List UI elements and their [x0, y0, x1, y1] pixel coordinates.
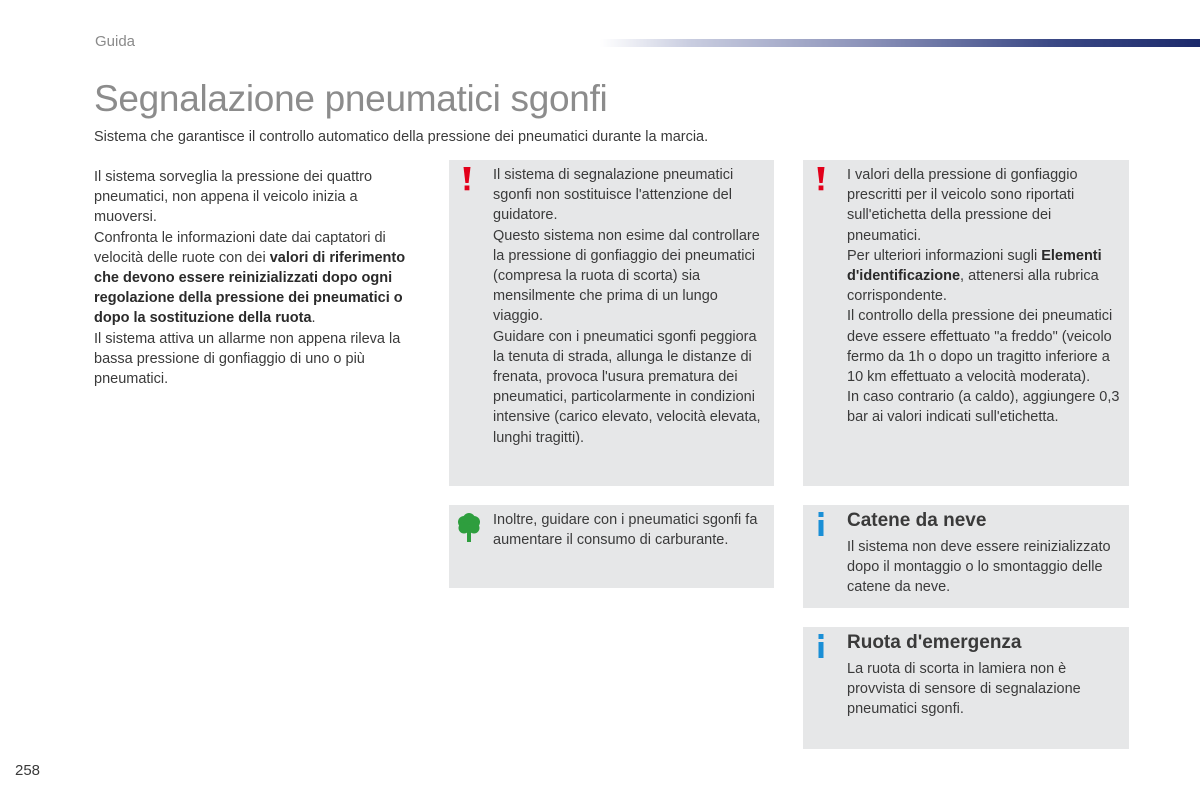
info-box-emergency-wheel: [803, 627, 1129, 749]
warning-box-2-paragraph-2-end: , attenersi alla rubrica corrispondente.: [847, 268, 1099, 305]
warning-box-2-content: [847, 165, 1121, 428]
info-box-1-title: Catene da neve: [847, 510, 987, 531]
page-subtitle: Sistema che garantisce il controllo automatico della pressione dei pneumatici durante la marcia.: [94, 129, 709, 145]
warning-box-pressure-values: [803, 160, 1129, 486]
header-gradient-bar: [600, 39, 1200, 47]
intro-paragraph-1: Il sistema sorveglia la pressione dei quattro pneumatici, non appena il veicolo inizia a muoversi.: [94, 169, 373, 226]
info-box-2-content: [847, 632, 1121, 720]
intro-paragraph-2-text: Confronta le informazioni date dai captatori di velocità delle ruote con dei: [94, 229, 386, 266]
warning-box-1-paragraph-3: Guidare con i pneumatici sgonfi peggiora la tenuta di strada, allunga le distanze di frenata, provoca l'usura prematura dei pneumatici, particolarmente in condizioni intensive (carico elevato, velocità elevata, lunghi tragitti).: [493, 328, 761, 446]
info-box-1-content: [847, 510, 1121, 598]
info-box-2-title: Ruota d'emergenza: [847, 632, 1022, 653]
info-box-1-text: Il sistema non deve essere reinizializzato dopo il montaggio o lo smontaggio delle catene da neve.: [847, 539, 1111, 596]
warning-box-2-paragraph-1: I valori della pressione di gonfiaggio prescritti per il veicolo sono riportati sull'etichetta della pressione dei pneumatici.: [847, 167, 1078, 244]
eco-tree-icon: [457, 513, 481, 543]
intro-paragraph-3: Il sistema attiva un allarme non appena rileva la bassa pressione di gonfiaggio di uno o più pneumatici.: [94, 330, 401, 388]
eco-box-content: [493, 510, 766, 550]
intro-column: [94, 167, 414, 389]
info-icon: [814, 511, 828, 537]
warning-box-2-paragraph-4: In caso contrario (a caldo), aggiungere 0,3 bar ai valori indicati sull'etichetta.: [847, 389, 1120, 426]
warning-icon: [814, 166, 828, 192]
intro-paragraph-2-bold: valori di riferimento che devono essere reinizializzati dopo ogni regolazione della pressione dei pneumatici o dopo la sostituzione della ruota: [94, 249, 406, 327]
eco-box-fuel-consumption: [449, 505, 774, 588]
warning-box-tpms-attention: [449, 160, 774, 486]
info-box-2-text: La ruota di scorta in lamiera non è provvista di sensore di segnalazione pneumatici sgonfi.: [847, 661, 1081, 718]
page-title: Segnalazione pneumatici sgonfi: [94, 78, 608, 119]
warning-box-2-paragraph-3: Il controllo della pressione dei pneumatici deve essere effettuato "a freddo" (veicolo fermo da 1h o dopo un tragitto inferiore a 10 km effettuato a velocità moderata).: [847, 308, 1113, 386]
section-label: Guida: [95, 33, 136, 50]
page-number: 258: [15, 762, 41, 779]
intro-paragraph-2-end: .: [311, 310, 316, 327]
warning-box-2-paragraph-2: [847, 246, 1121, 307]
info-box-snow-chains: [803, 505, 1129, 608]
warning-box-1-paragraph-2: Questo sistema non esime dal controllare la pressione di gonfiaggio dei pneumatici (compresa la ruota di scorta) sia mensilmente che prima di un lungo viaggio.: [493, 227, 760, 325]
intro-paragraph-2: [94, 228, 414, 329]
warning-icon: [460, 166, 474, 192]
warning-box-2-paragraph-2-text: Per ulteriori informazioni sugli: [847, 247, 1042, 264]
cross-reference-link: Elementi d'identificazione: [847, 247, 1102, 285]
info-icon: [814, 633, 828, 659]
eco-box-text: Inoltre, guidare con i pneumatici sgonfi fa aumentare il consumo di carburante.: [493, 512, 758, 549]
warning-box-1-content: [493, 165, 766, 448]
warning-box-1-paragraph-1: Il sistema di segnalazione pneumatici sgonfi non sostituisce l'attenzione del guidatore.: [493, 167, 734, 224]
